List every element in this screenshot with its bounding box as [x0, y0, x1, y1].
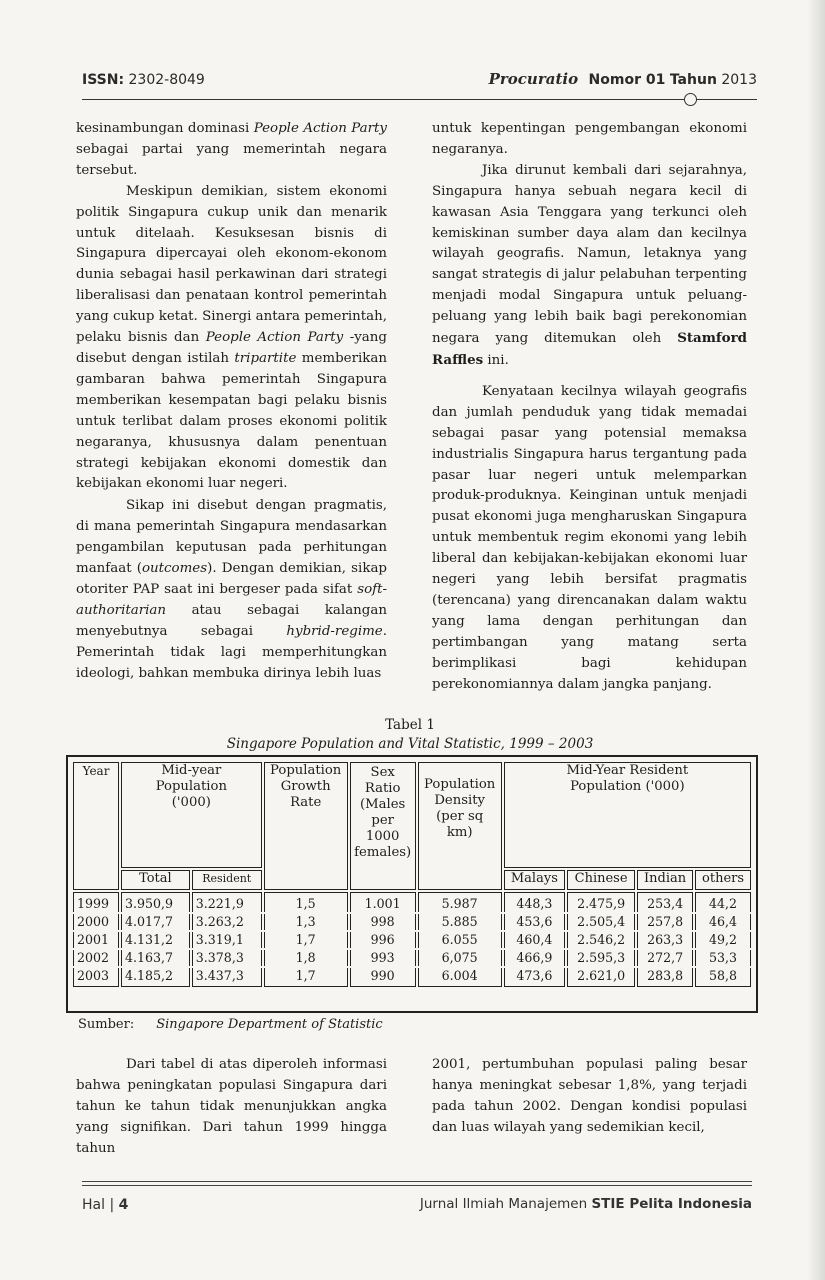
table-row	[73, 950, 751, 966]
paragraph: Kenyataan kecilnya wilayah geografis dan jumlah penduduk yang tidak memadai sebagai pasar yang potensial memaksa industrialis Singapura harus tergantung pada pasar luar negeri untuk melemparkan produk-produknya. Keinginan untuk menjadi pusat ekonomi juga mengharuskan Singapura untuk membentuk regim ekonomi yang lebih liberal dan kebijakan-kebijakan ekonomi luar negeri yang lebih bersifat pragmatis (terencana) yang direncanakan dalam waktu yang lama dengan perhitungan dan pertimbangan yang matang serta berimplikasi bagi kehidupan perekonomiannya dalam jangka panjang.	[432, 383, 747, 692]
cell-chinese: 2.546,2	[567, 932, 635, 948]
header-year: Year	[73, 762, 119, 890]
table-row	[73, 914, 751, 930]
page-number	[82, 1197, 128, 1213]
cell-others: 49,2	[695, 932, 751, 948]
cell-growth: 1,7	[264, 932, 348, 948]
header-rule-circle-icon	[684, 93, 697, 106]
table-row	[73, 892, 751, 912]
cell-chinese: 2.475,9	[567, 892, 635, 912]
cell-sex-ratio: 990	[350, 968, 416, 987]
header-indian: Indian	[637, 870, 693, 890]
page-header	[82, 68, 757, 94]
year-label: Tahun	[669, 72, 717, 88]
population-table-frame	[66, 755, 758, 1013]
cell-density: 5.885	[418, 914, 502, 930]
issue-year: 2013	[721, 72, 757, 88]
cell-resident: 3.221,9	[192, 892, 262, 912]
footer-rule	[82, 1181, 752, 1182]
cell-year: 2003	[73, 968, 119, 987]
source-label: Sumber:	[78, 1017, 135, 1032]
table-label: Tabel 1	[385, 717, 435, 733]
cell-indian: 283,8	[637, 968, 693, 987]
table-source	[78, 1017, 383, 1032]
table-row	[73, 968, 751, 987]
cell-growth: 1,3	[264, 914, 348, 930]
header-rule	[82, 99, 757, 100]
cell-resident: 3.378,3	[192, 950, 262, 966]
cell-sex-ratio: 996	[350, 932, 416, 948]
issue-number: Nomor 01	[588, 72, 666, 88]
cell-growth: 1,7	[264, 968, 348, 987]
header-total: Total	[121, 870, 190, 890]
header-growth-rate: Population Growth Rate	[264, 762, 348, 890]
issn-label: ISSN:	[82, 72, 125, 88]
paragraph: Dari tabel di atas diperoleh informasi bahwa peningkatan populasi Singapura dari tahun ke tahun tidak menunjukkan angka yang signifikan. Dari tahun 1999 hingga tahun	[76, 1057, 387, 1156]
table-row	[73, 932, 751, 948]
header-resident: Resident	[192, 870, 262, 890]
cell-others: 46,4	[695, 914, 751, 930]
paragraph: Jika dirunut kembali dari sejarahnya, Singapura hanya sebuah negara kecil di kawasan Asia Tenggara yang terkunci oleh kemiskinan sumber daya alam dan kecilnya wilayah geografis. Namun, letaknya yang sangat strategis di jalur pelabuhan terpenting menjadi modal Singapura untuk peluang-peluang yang lebih baik bagi perekonomian negara yang ditemukan oleh Stamford Raffles ini.	[432, 162, 747, 368]
cell-sex-ratio: 993	[350, 950, 416, 966]
cell-total: 4.185,2	[121, 968, 190, 987]
cell-indian: 253,4	[637, 892, 693, 912]
cell-year: 1999	[73, 892, 119, 912]
header-others: others	[695, 870, 751, 890]
cell-resident: 3.263,2	[192, 914, 262, 930]
cell-growth: 1,8	[264, 950, 348, 966]
cell-others: 53,3	[695, 950, 751, 966]
issn	[82, 72, 205, 88]
cell-chinese: 2.595,3	[567, 950, 635, 966]
source-value: Singapore Department of Statistic	[156, 1017, 383, 1032]
cell-indian: 257,8	[637, 914, 693, 930]
page-number-value: 4	[118, 1197, 129, 1213]
header-malays: Malays	[504, 870, 565, 890]
header-sex-ratio: Sex Ratio (Males per 1000 females)	[350, 762, 416, 890]
lower-right-column	[432, 1055, 747, 1139]
cell-indian: 272,7	[637, 950, 693, 966]
cell-year: 2000	[73, 914, 119, 930]
page-edge-shadow	[807, 0, 825, 1280]
header-chinese: Chinese	[567, 870, 635, 890]
left-column	[76, 119, 387, 684]
footer-institution: STIE Pelita Indonesia	[591, 1196, 752, 1212]
cell-density: 5.987	[418, 892, 502, 912]
cell-malays: 448,3	[504, 892, 565, 912]
cell-others: 58,8	[695, 968, 751, 987]
cell-total: 4.131,2	[121, 932, 190, 948]
paragraph: untuk kepentingan pengembangan ekonomi negaranya.	[432, 121, 747, 157]
cell-growth: 1,5	[264, 892, 348, 912]
cell-year: 2002	[73, 950, 119, 966]
cell-malays: 473,6	[504, 968, 565, 987]
footer-rule	[82, 1185, 752, 1186]
right-column	[432, 119, 747, 695]
journal-issue	[489, 70, 757, 88]
cell-others: 44,2	[695, 892, 751, 912]
cell-malays: 460,4	[504, 932, 565, 948]
issn-value: 2302-8049	[128, 72, 205, 88]
paragraph: 2001, pertumbuhan populasi paling besar hanya meningkat sebesar 1,8%, yang terjadi pada tahun 2002. Dengan kondisi populasi dan luas wilayah yang sedemikian kecil,	[432, 1057, 747, 1135]
cell-density: 6.055	[418, 932, 502, 948]
cell-density: 6,075	[418, 950, 502, 966]
header-density: Population Density (per sq km)	[418, 762, 502, 890]
table-title: Singapore Population and Vital Statistic, 1999 – 2003	[226, 736, 594, 752]
footer-journal-name: Jurnal Ilmiah Manajemen	[419, 1196, 588, 1212]
cell-total: 4.163,7	[121, 950, 190, 966]
cell-year: 2001	[73, 932, 119, 948]
cell-resident: 3.319,1	[192, 932, 262, 948]
cell-chinese: 2.505,4	[567, 914, 635, 930]
population-table	[71, 760, 753, 989]
header-midyear-population: Mid-year Population ('000)	[121, 762, 262, 868]
footer-journal	[420, 1196, 752, 1212]
paragraph: Meskipun demikian, sistem ekonomi politik Singapura cukup unik dan menarik untuk ditelaah. Kesuksesan bisnis di Singapura dipercayai oleh ekonom-ekonom dunia sebagai hasil perkawinan dari strategi liberalisasi dan penataan kontrol pemerintah yang cukup ketat. Sinergi antara pemerintah, pelaku bisnis dan People Action Party -yang disebut dengan istilah tripartite memberikan gambaran bahwa pemerintah Singapura memberikan kesempatan bagi pelaku bisnis untuk terlibat dalam proses ekonomi politik negaranya, khususnya dalam penentuan strategi kebijakan ekonomi domestik dan kebijakan ekonomi luar negeri.	[76, 183, 387, 492]
header-resident-population: Mid-Year Resident Population ('000)	[504, 762, 751, 868]
cell-malays: 466,9	[504, 950, 565, 966]
cell-density: 6.004	[418, 968, 502, 987]
lower-left-column	[76, 1055, 387, 1160]
cell-total: 4.017,7	[121, 914, 190, 930]
cell-chinese: 2.621,0	[567, 968, 635, 987]
cell-resident: 3.437,3	[192, 968, 262, 987]
cell-total: 3.950,9	[121, 892, 190, 912]
paragraph: kesinambungan dominasi People Action Party sebagai partai yang memerintah negara tersebut.	[76, 121, 387, 178]
page-label: Hal |	[82, 1197, 115, 1213]
cell-sex-ratio: 1.001	[350, 892, 416, 912]
cell-indian: 263,3	[637, 932, 693, 948]
journal-brand-logo: Procuratio	[488, 70, 579, 88]
cell-malays: 453,6	[504, 914, 565, 930]
cell-sex-ratio: 998	[350, 914, 416, 930]
paragraph: Sikap ini disebut dengan pragmatis, di mana pemerintah Singapura mendasarkan pengambilan keputusan pada perhitungan manfaat (outcomes). Dengan demikian, sikap otoriter PAP saat ini bergeser pada sifat soft-authoritarian atau sebagai kalangan menyebutnya sebagai hybrid-regime. Pemerintah tidak lagi memperhitungkan ideologi, bahkan membuka dirinya lebih luas	[76, 498, 387, 681]
